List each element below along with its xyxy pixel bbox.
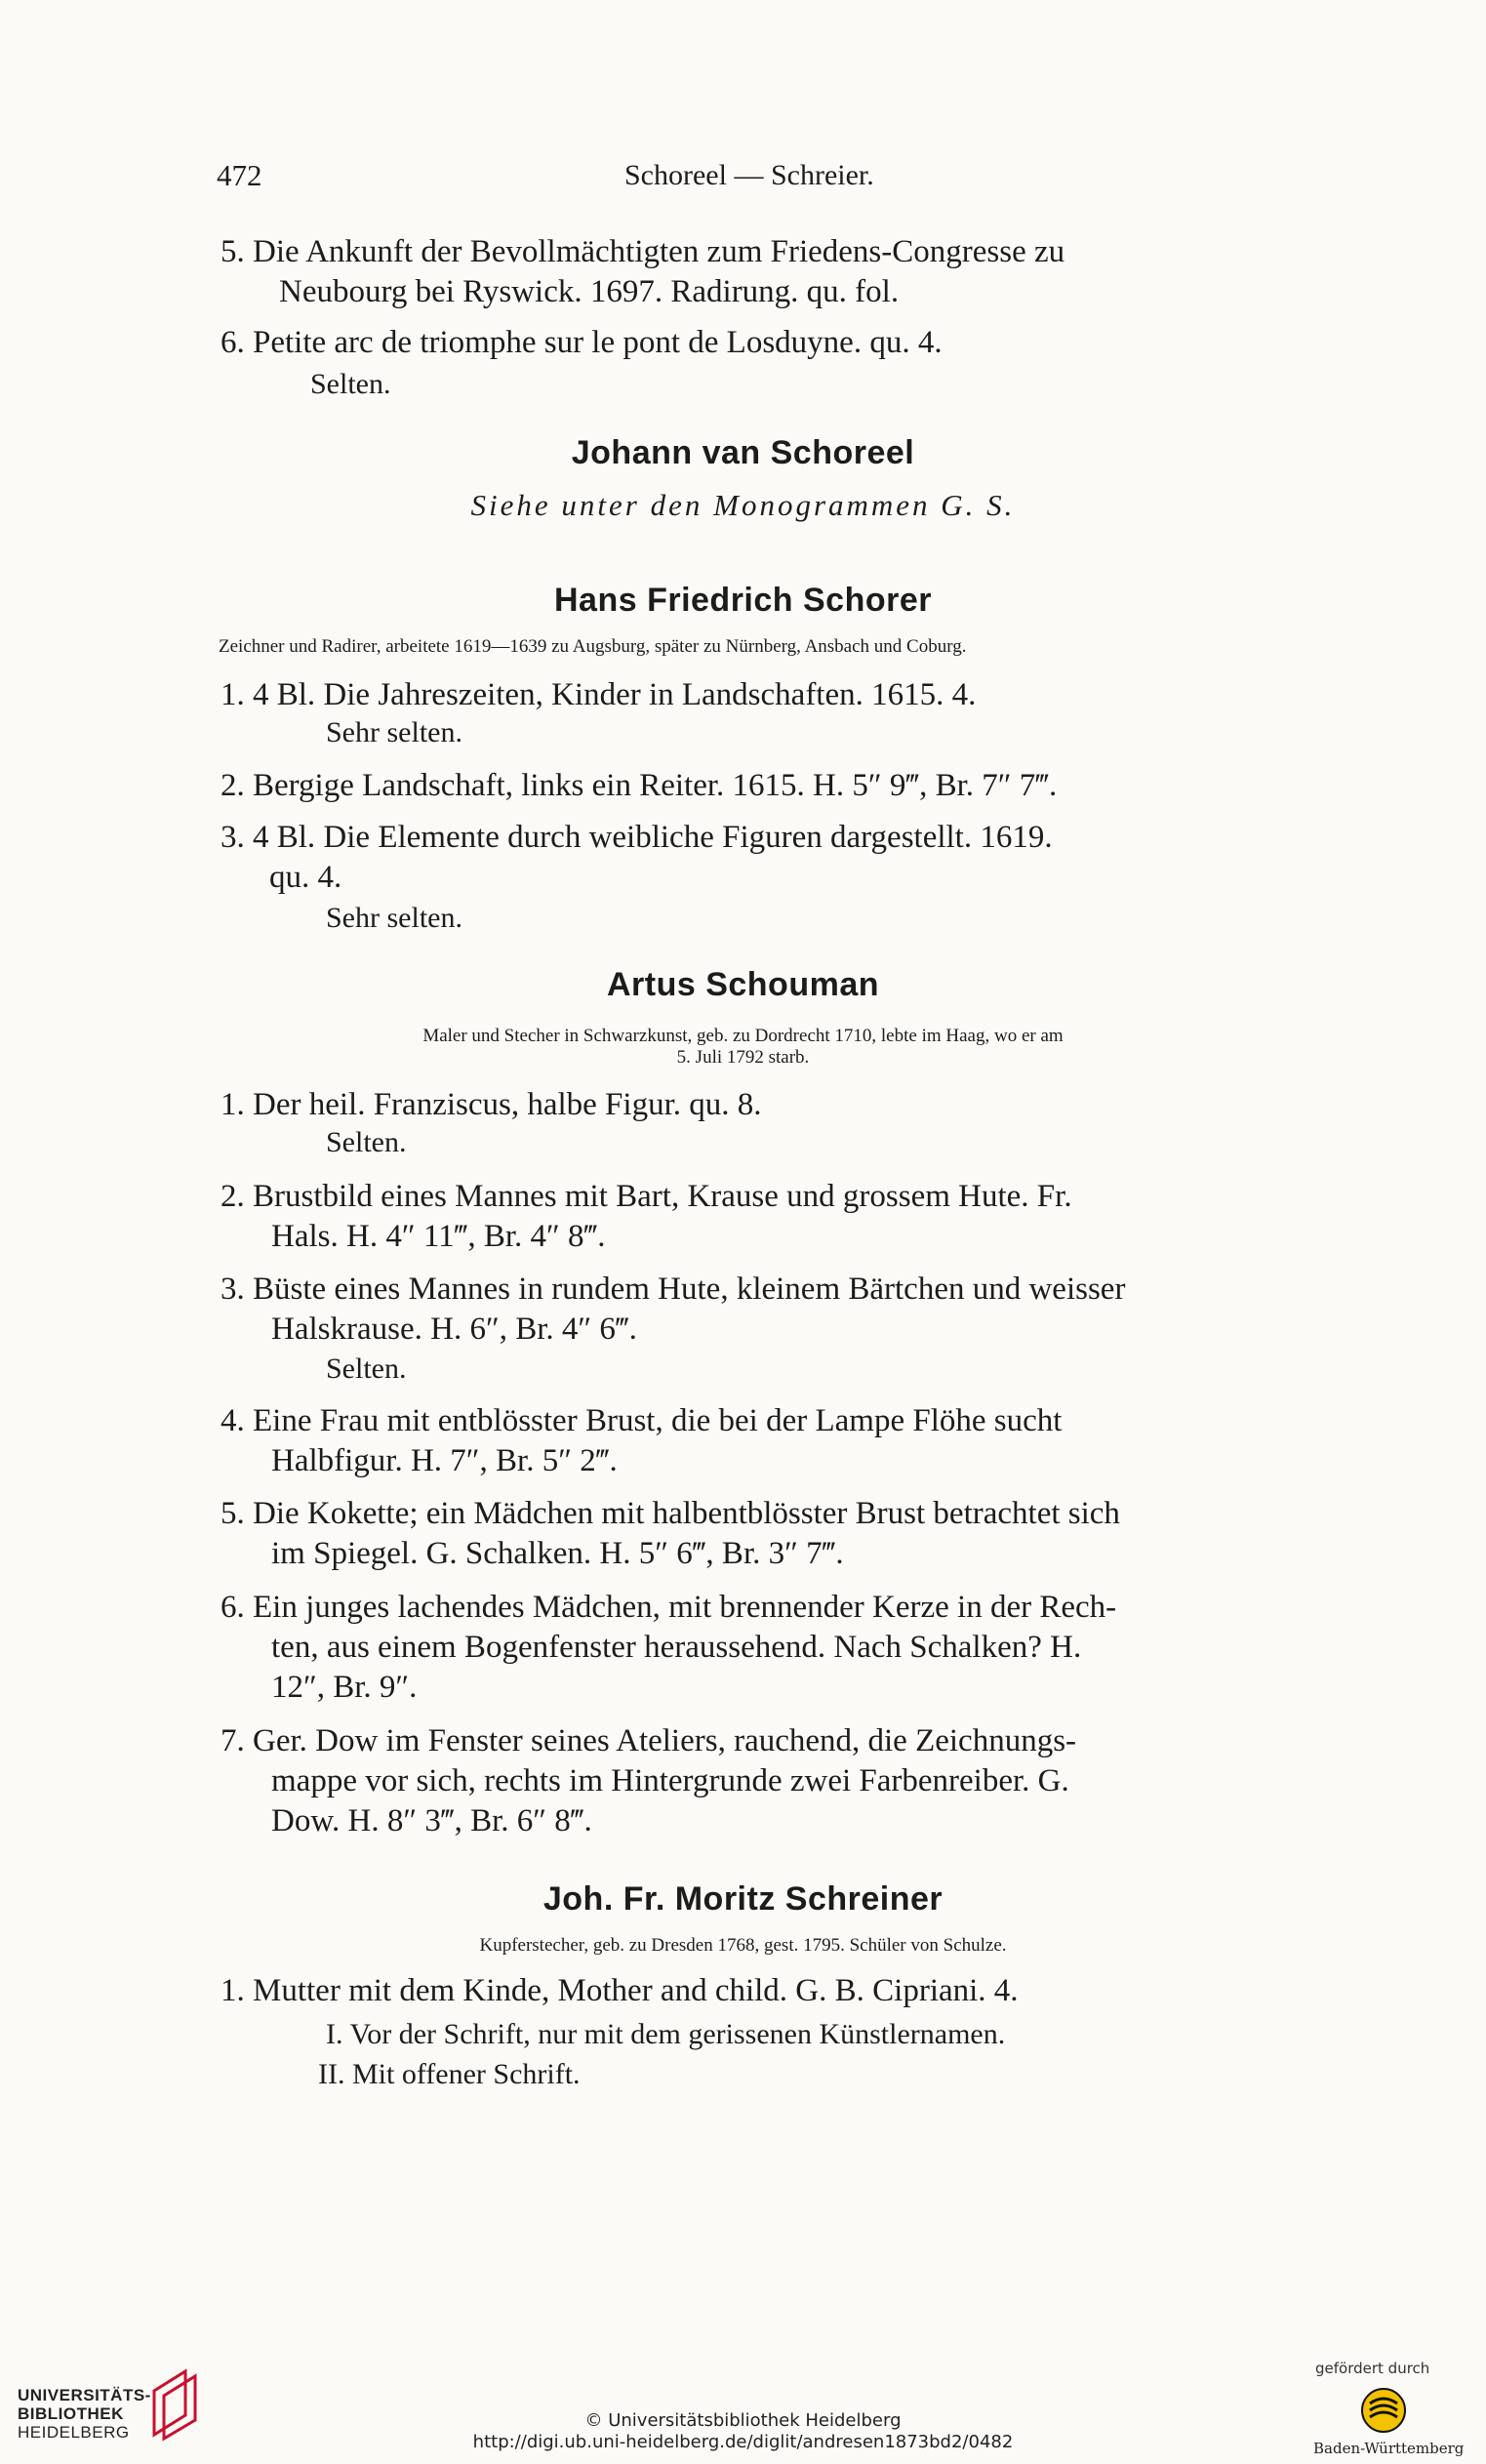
copyright-notice: © Universitätsbibliothek Heidelberg xyxy=(584,2410,902,2431)
entry-line: 3. 4 Bl. Die Elemente durch weibliche Figuren dargestellt. 1619. xyxy=(221,820,1053,855)
entry-line: 7. Ger. Dow im Fenster seines Ateliers, rauchend, die Zeichnungs- xyxy=(221,1723,1077,1758)
entry-line: Halbfigur. H. 7″, Br. 5″ 2‴. xyxy=(271,1443,618,1478)
entry-line: 3. Büste eines Mannes in rundem Hute, kleinem Bärtchen und weisser xyxy=(221,1272,1126,1307)
entry-note: Selten. xyxy=(326,1353,407,1385)
section-description: Maler und Stecher in Schwarzkunst, geb. zu Dordrecht 1710, lebte im Haag, wo er am xyxy=(422,1026,1064,1046)
funded-by-label: gefördert durch xyxy=(1315,2360,1430,2377)
entry-line: Neubourg bei Ryswick. 1697. Radirung. qu. fol. xyxy=(279,274,900,309)
section-title: Artus Schouman xyxy=(606,966,880,1003)
section-subtitle: Siehe unter den Monogrammen G. S. xyxy=(470,488,1016,522)
section-title: Johann van Schoreel xyxy=(571,434,915,471)
entry-line: 5. Die Ankunft der Bevollmächtigten zum Friedens-Congresse zu xyxy=(221,234,1065,269)
entry-line: Halskrause. H. 6″, Br. 4″ 6‴. xyxy=(271,1312,637,1347)
entry-line: 1. 4 Bl. Die Jahreszeiten, Kinder in Landschaften. 1615. 4. xyxy=(221,677,977,712)
section-title: Hans Friedrich Schorer xyxy=(553,582,932,619)
entry-line: 5. Die Kokette; ein Mädchen mit halbentblösster Brust betrachtet sich xyxy=(221,1496,1120,1531)
entry-note: Sehr selten. xyxy=(326,716,462,748)
entry-line: 2. Brustbild eines Mannes mit Bart, Krause und grossem Hute. Fr. xyxy=(221,1179,1072,1214)
entry-note: Selten. xyxy=(310,368,391,400)
entry-line: qu. 4. xyxy=(269,860,342,895)
entry-line: mappe vor sich, rechts im Hintergrunde zwei Farbenreiber. G. xyxy=(271,1763,1069,1798)
entry-subnote: II. Mit offener Schrift. xyxy=(318,2058,581,2090)
entry-line: 6. Ein junges lachendes Mädchen, mit brennender Kerze in der Rech- xyxy=(221,1590,1117,1625)
logo-line: UNIVERSITÄTS- xyxy=(18,2386,151,2404)
section-description: 5. Juli 1792 starb. xyxy=(676,1047,810,1068)
logo-line: BIBLIOTHEK xyxy=(18,2404,124,2423)
running-title: Schoreel — Schreier. xyxy=(624,159,874,191)
entry-line: 4. Eine Frau mit entblösster Brust, die bei der Lampe Flöhe sucht xyxy=(221,1403,1063,1438)
coat-of-arms-icon xyxy=(1356,2386,1411,2435)
section-title: Joh. Fr. Moritz Schreiner xyxy=(542,1880,944,1918)
entry-line: 12″, Br. 9″. xyxy=(271,1670,418,1705)
entry-line: Dow. H. 8″ 3‴, Br. 6″ 8‴. xyxy=(271,1803,592,1838)
entry-note: Selten. xyxy=(326,1126,407,1158)
entry-line: ten, aus einem Bogenfenster heraussehend. Nach Schalken? H. xyxy=(271,1630,1082,1665)
funder-name: Baden-Württemberg xyxy=(1313,2440,1465,2457)
entry-note: Sehr selten. xyxy=(326,902,462,934)
entry-subnote: I. Vor der Schrift, nur mit dem gerissenen Künstlernamen. xyxy=(326,2018,1006,2050)
entry-line: 1. Der heil. Franziscus, halbe Figur. qu. 8. xyxy=(221,1087,762,1122)
section-description: Zeichner und Radirer, arbeitete 1619—1639 zu Augsburg, später zu Nürnberg, Ansbach und Coburg. xyxy=(219,636,967,657)
entry-line: 1. Mutter mit dem Kinde, Mother and child. G. B. Cipriani. 4. xyxy=(221,1973,1019,2008)
entry-line: 6. Petite arc de triomphe sur le pont de Losduyne. qu. 4. xyxy=(221,325,943,360)
logo-line: HEIDELBERG xyxy=(18,2423,130,2442)
entry-line: 2. Bergige Landschaft, links ein Reiter. 1615. H. 5″ 9‴, Br. 7″ 7‴. xyxy=(221,768,1058,803)
entry-line: Hals. H. 4″ 11‴, Br. 4″ 8‴. xyxy=(271,1219,606,1254)
source-url[interactable]: http://digi.ub.uni-heidelberg.de/diglit/andresen1873bd2/0482 xyxy=(472,2432,1014,2452)
page-number: 472 xyxy=(217,158,262,192)
section-description: Kupferstecher, geb. zu Dresden 1768, gest. 1795. Schüler von Schulze. xyxy=(479,1935,1007,1956)
entry-line: im Spiegel. G. Schalken. H. 5″ 6‴, Br. 3″ 7‴. xyxy=(271,1536,844,1571)
